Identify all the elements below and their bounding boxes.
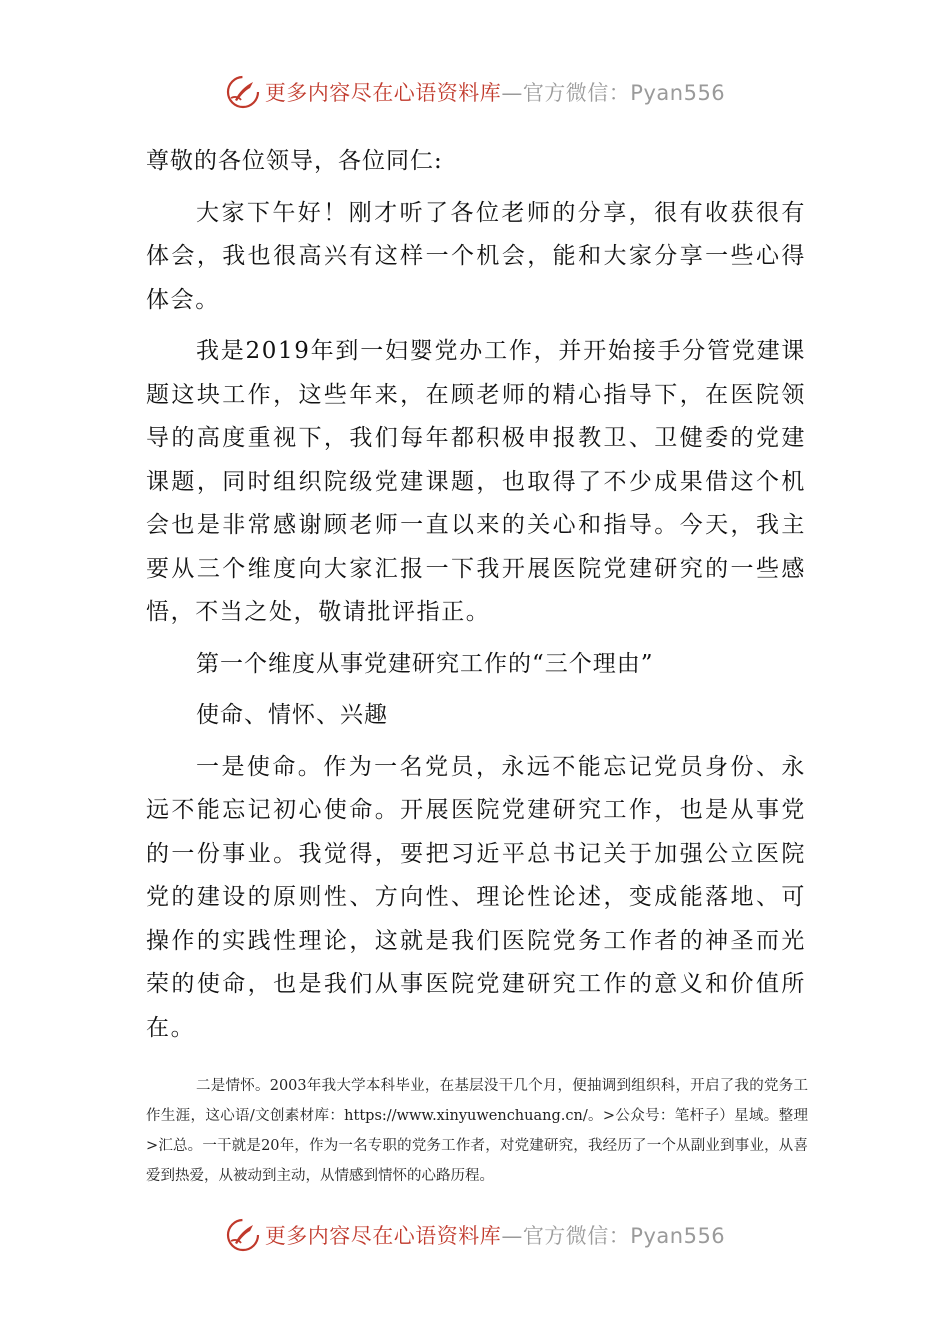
paragraph-passion: 二是情怀。2003年我大学本科毕业，在基层没干几个月，便抽调到组织科，开启了我的党务工作生涯，这心语/文创素材库：https://www.xinyuwenchuang.cn/。>公众号：笔杆子）星域。整理>汇总。一干就是20年，作为一名专职的党务工作者，对党建研究，我经历了一个从副业到事业，从喜爱到热爱，从被动到主动，从情感到情怀的心路历程。 bbox=[146, 1078, 808, 1184]
banner-brand: 更多内容尽在心语资料库 bbox=[264, 81, 502, 105]
banner-wechat: —官方微信：Pyan556 bbox=[501, 1224, 726, 1248]
paragraph-greeting: 大家下午好！刚才听了各位老师的分享，很有收获很有体会，我也很高兴有这样一个机会，能和大家分享一些心得体会。 bbox=[146, 199, 806, 313]
document-body bbox=[146, 140, 806, 1058]
pen-swirl-logo-icon bbox=[225, 1217, 261, 1253]
header-banner bbox=[0, 70, 950, 114]
section-heading-1: 第一个维度从事党建研究工作的“三个理由” bbox=[196, 650, 654, 677]
banner-wechat: —官方微信：Pyan556 bbox=[501, 81, 726, 105]
section-subheading: 使命、情怀、兴趣 bbox=[196, 702, 388, 728]
salutation: 尊敬的各位领导，各位同仁: bbox=[146, 148, 443, 174]
paragraph-background: 我是2019年到一妇婴党办工作，并开始接手分管党建课题这块工作，这些年来，在顾老师的精心指导下，在医院领导的高度重视下，我们每年都积极申报教卫、卫健委的党建课题，同时组织院级党建课题，也取得了不少成果借这个机会也是非常感谢顾老师一直以来的关心和指导。今天，我主要从三个维度向大家汇报一下我开展医院党建研究的一些感悟，不当之处，敬请批评指正。 bbox=[146, 338, 806, 625]
banner-text bbox=[265, 1220, 725, 1250]
banner-brand: 更多内容尽在心语资料库 bbox=[264, 1224, 502, 1248]
paragraph-mission: 一是使命。作为一名党员，永远不能忘记党员身份、永远不能忘记初心使命。开展医院党建研究工作，也是从事党的一份事业。我觉得，要把习近平总书记关于加强公立医院党的建设的原则性、方向性、理论性论述，变成能落地、可操作的实践性理论，这就是我们医院党务工作者的神圣而光荣的使命，也是我们从事医院党建研究工作的意义和价值所在。 bbox=[146, 753, 806, 1041]
pen-swirl-logo-icon bbox=[225, 74, 261, 110]
footer-banner bbox=[0, 1213, 950, 1257]
banner-text bbox=[265, 77, 725, 107]
